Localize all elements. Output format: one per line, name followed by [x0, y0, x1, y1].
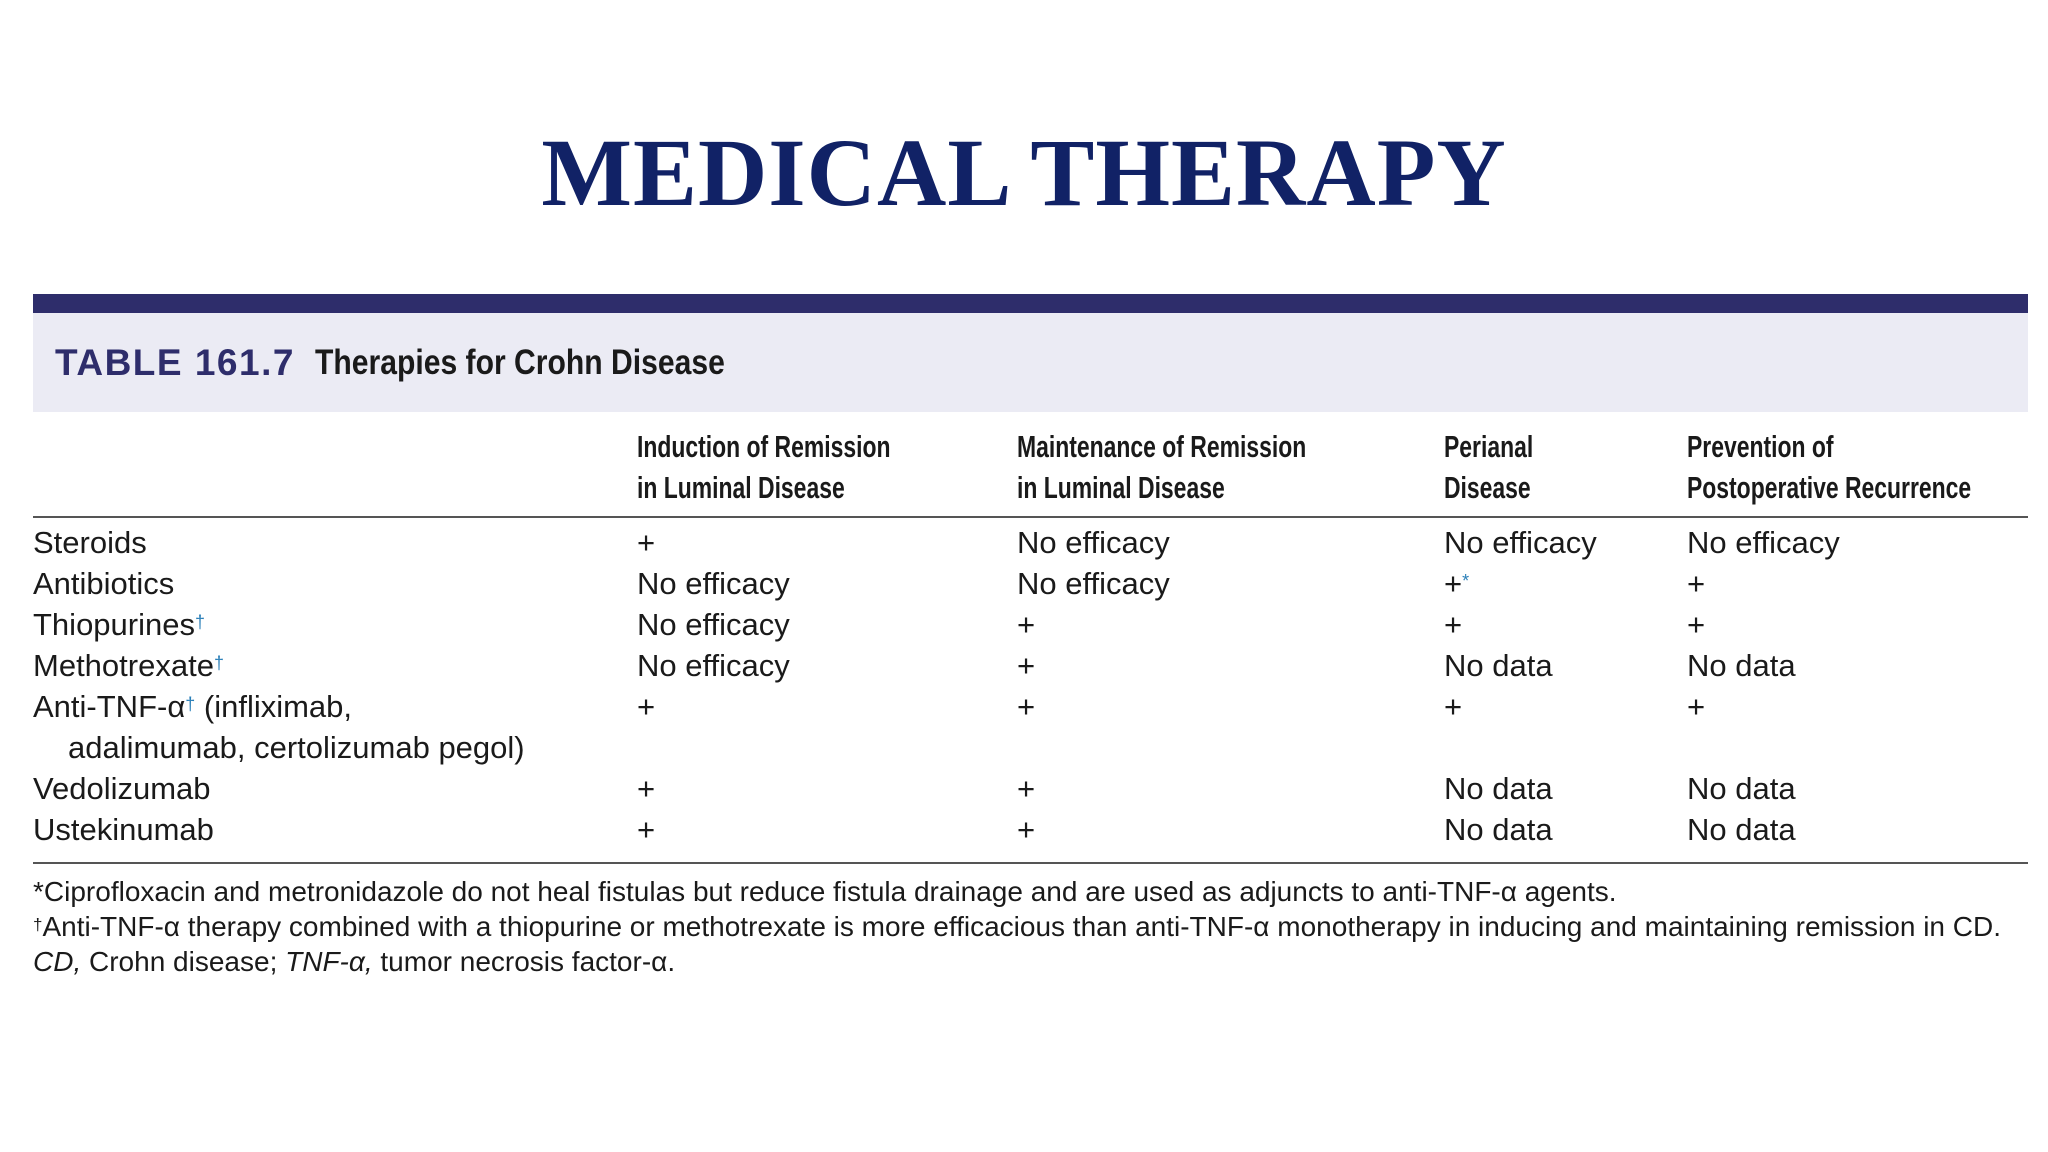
table-footnotes: [33, 874, 2028, 979]
prevention-cell: No data: [1687, 648, 1796, 683]
perianal-cell: No data: [1444, 771, 1553, 806]
induction-cell: No efficacy: [637, 607, 790, 642]
perianal-cell: No data: [1444, 809, 1687, 863]
induction-cell: +: [637, 771, 656, 806]
table-row: [33, 809, 2028, 863]
asterisk-footnote-marker: *: [1462, 571, 1470, 591]
therapy-table-block: [33, 294, 2028, 979]
prevention-cell: +: [1687, 607, 1706, 642]
perianal-cell: +: [1444, 607, 1463, 642]
maintenance-cell: +: [1017, 607, 1036, 642]
table-row: [33, 517, 2028, 563]
header-induction: Induction of Remission in Luminal Disease: [637, 426, 1017, 517]
drug-cell: Antibiotics: [33, 566, 175, 601]
drug-cell: Ustekinumab: [33, 809, 637, 863]
table-caption: [33, 313, 2028, 412]
drug-cell: Anti-TNF-α† (infliximab, adalimumab, certolizumab pegol): [33, 686, 637, 768]
perianal-cell: +*: [1444, 566, 1470, 601]
therapy-table: [33, 426, 2028, 864]
drug-cell: Thiopurines†: [33, 607, 205, 642]
footnote-dagger: †Anti-TNF-α therapy combined with a thiopurine or methotrexate is more efficacious than anti-TNF-α monotherapy in inducing and maintaining remission in CD.: [33, 911, 2001, 942]
table-caption-title: Therapies for Crohn Disease: [314, 342, 725, 382]
induction-cell: +: [637, 689, 656, 724]
table-row: [33, 768, 2028, 809]
maintenance-cell: No efficacy: [1017, 566, 1170, 601]
induction-cell: No efficacy: [637, 648, 790, 683]
maintenance-cell: +: [1017, 648, 1036, 683]
header-drug: [33, 426, 637, 517]
drug-cell-continuation: adalimumab, certolizumab pegol): [68, 730, 525, 765]
table-row: [33, 645, 2028, 686]
footnote-asterisk: *Ciprofloxacin and metronidazole do not heal fistulas but reduce fistula drainage and are used as adjuncts to anti-TNF-α agents.: [33, 876, 1617, 907]
dagger-footnote-marker: †: [213, 653, 224, 673]
header-maintenance: Maintenance of Remission in Luminal Disease: [1017, 426, 1444, 517]
maintenance-cell: +: [1017, 771, 1036, 806]
prevention-cell: +: [1687, 566, 1706, 601]
slide-title: MEDICAL THERAPY: [541, 119, 1507, 226]
maintenance-cell: +: [1017, 689, 1036, 724]
drug-cell: Vedolizumab: [33, 771, 211, 806]
drug-cell: Steroids: [33, 525, 147, 560]
prevention-cell: No data: [1687, 771, 1796, 806]
dagger-footnote-marker: †: [185, 694, 196, 714]
maintenance-cell: +: [1017, 809, 1444, 863]
table-row: [33, 686, 2028, 768]
induction-cell: +: [637, 525, 656, 560]
table-row: [33, 563, 2028, 604]
perianal-cell: +: [1444, 689, 1463, 724]
maintenance-cell: No efficacy: [1017, 525, 1170, 560]
prevention-cell: +: [1687, 689, 1706, 724]
induction-cell: +: [637, 809, 1017, 863]
prevention-cell: No efficacy: [1687, 525, 1840, 560]
footnote-abbreviations: CD, Crohn disease; TNF-α, tumor necrosis factor-α.: [33, 946, 676, 977]
table-top-rule: [33, 294, 2028, 313]
induction-cell: No efficacy: [637, 566, 790, 601]
table-number: TABLE 161.7: [55, 341, 295, 383]
header-perianal: Perianal Disease: [1444, 426, 1687, 517]
perianal-cell: No data: [1444, 648, 1553, 683]
prevention-cell: No data: [1687, 809, 2028, 863]
drug-cell: Methotrexate†: [33, 648, 224, 683]
dagger-footnote-marker: †: [194, 612, 205, 632]
perianal-cell: No efficacy: [1444, 525, 1597, 560]
header-prevention: Prevention of Postoperative Recurrence: [1687, 426, 2028, 517]
table-row: [33, 604, 2028, 645]
table-header-row: [33, 426, 2028, 517]
